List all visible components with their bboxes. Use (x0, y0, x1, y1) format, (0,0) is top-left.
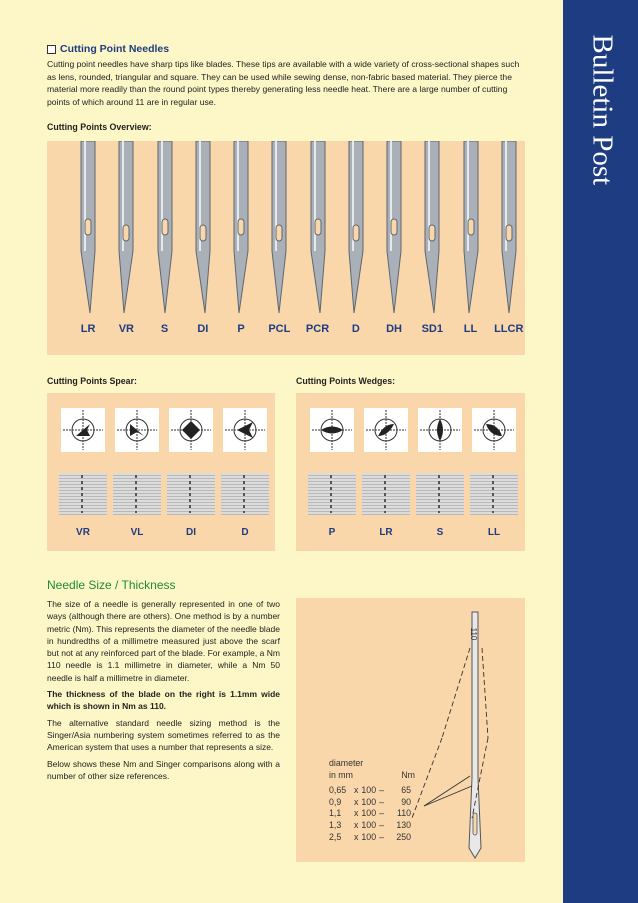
table-cell: 100 (361, 785, 377, 796)
needle-code-label: DI (197, 323, 209, 335)
needle-code-label: D (351, 323, 360, 335)
table-row (329, 785, 414, 797)
table-cell: x (354, 796, 359, 807)
spear-panel (47, 393, 275, 551)
needle-di-icon (188, 141, 218, 321)
table-head-3: Nm (401, 769, 415, 780)
table-cell: 110 (396, 808, 411, 819)
needle-code-label: P (237, 323, 245, 335)
size-rows (329, 785, 414, 843)
cross-section-ll-icon (472, 408, 516, 452)
needle-vr-icon (111, 141, 141, 321)
stitch-line (81, 475, 83, 513)
table-cell: – (379, 796, 384, 807)
needle-code-label: VR (118, 323, 134, 335)
needle-d-icon (341, 141, 371, 321)
table-cell: 2,5 (329, 831, 342, 842)
stitch-sample (362, 473, 410, 515)
needle-llcr-icon (494, 141, 524, 321)
cross-section-d-icon (223, 408, 267, 452)
cross-section-lr-icon (364, 408, 408, 452)
checkbox-bullet-icon (47, 45, 56, 54)
needle-code-label: DH (386, 323, 402, 335)
stitch-sample (167, 473, 215, 515)
table-cell: 90 (401, 796, 411, 807)
needle-code-label: PCL (268, 323, 291, 335)
table-cell: 0,9 (329, 796, 342, 807)
needle-pcl-icon (264, 141, 294, 321)
table-cell: 1,1 (329, 808, 342, 819)
table-cell: 100 (361, 796, 377, 807)
stitch-sample (470, 473, 518, 515)
wedge-panel (296, 393, 525, 551)
table-cell: 0,65 (329, 785, 347, 796)
point-code-label: P (328, 527, 336, 538)
table-cell: 250 (396, 831, 411, 842)
stitch-sample (113, 473, 161, 515)
intro-paragraph: Cutting point needles have sharp tips like blades. These tips are available with a wide variety of cross-sectional shapes such as lens, rounded, triangular and square. They can be used while sewing dense, non-fabric based material. They pierce the material more readily than the round point types thereby generating less needle heat. There are a large number of cutting points of which around 11 are in regular use. (47, 59, 520, 107)
overview-label: Cutting Points Overview: (47, 122, 152, 132)
needle-code-label: LR (80, 323, 96, 335)
needle-overview-panel (47, 141, 525, 355)
table-row (329, 808, 414, 820)
table-cell: – (379, 819, 384, 830)
cross-section-s-icon (418, 408, 462, 452)
needle-p-icon (226, 141, 256, 321)
stitch-sample (308, 473, 356, 515)
stitch-line (243, 475, 245, 513)
stitch-line (492, 475, 494, 513)
table-head-1: diameter (329, 758, 364, 768)
needle-sd1-icon (417, 141, 447, 321)
needle-s-icon (150, 141, 180, 321)
wedge-label: Cutting Points Wedges: (296, 376, 396, 386)
needle-code-label: LLCR (494, 323, 524, 335)
point-code-label: D (241, 527, 249, 538)
needle-size-text (47, 598, 280, 786)
table-cell: 130 (396, 819, 411, 830)
needle-size-panel (296, 598, 525, 862)
pointer-line (424, 776, 470, 806)
paragraph-bold: The thickness of the blade on the right is 1.1mm wide which is shown in Nm as 110. (47, 689, 280, 712)
size-table (329, 758, 415, 843)
point-code-label: VR (76, 527, 90, 538)
needle-icon (469, 612, 481, 858)
needle-pcr-icon (303, 141, 333, 321)
sidebar-title: Bulletin Post (586, 34, 619, 186)
needle-ll-icon (456, 141, 486, 321)
needle-size-label: 110 (469, 627, 478, 641)
cross-section-p-icon (310, 408, 354, 452)
cross-section-di-icon (169, 408, 213, 452)
table-cell: – (379, 785, 384, 796)
cross-section-vl-icon (115, 408, 159, 452)
table-cell: 100 (361, 831, 377, 842)
point-code-label: LL (487, 527, 501, 538)
table-cell: x (354, 808, 359, 819)
table-cell: x (354, 819, 359, 830)
needle-code-label: PCR (305, 323, 330, 335)
spear-label: Cutting Points Spear: (47, 376, 137, 386)
point-code-label: S (436, 527, 444, 538)
paragraph: The alternative standard needle sizing method is the Singer/Asia numbering system sometimes referred to as the American system that uses a number that represents a size. (47, 717, 280, 753)
needle-code-label: LL (463, 323, 478, 335)
pointer-line (424, 786, 472, 806)
needle-lr-icon (73, 141, 103, 321)
table-cell: – (379, 831, 384, 842)
stitch-line (438, 475, 440, 513)
point-code-label: LR (379, 527, 393, 538)
table-cell: x (354, 831, 359, 842)
table-row (329, 832, 414, 844)
stitch-sample (221, 473, 269, 515)
point-code-label: DI (186, 527, 196, 538)
paragraph: The size of a needle is generally represented in one of two ways (although there are others). One method is by a number metric (Nm). This represents the diameter of the needle blade in hundredths of a millimetre measured just above the scarf but not at any reinforced part of the blade. For example, a Nm 110 needle is 1.1 millimetre in diameter, while a Nm 50 needle is half a millimetre in diameter. (47, 599, 280, 683)
table-row (329, 797, 414, 809)
table-cell: 100 (361, 819, 377, 830)
needle-size-heading: Needle Size / Thickness (47, 578, 176, 592)
cross-section-vr-icon (61, 408, 105, 452)
table-row (329, 820, 414, 832)
stitch-line (384, 475, 386, 513)
needle-code-label: S (160, 323, 169, 335)
table-cell: 65 (401, 785, 411, 796)
stitch-line (189, 475, 191, 513)
table-cell: 100 (361, 808, 377, 819)
needle-dh-icon (379, 141, 409, 321)
stitch-line (135, 475, 137, 513)
stitch-sample (59, 473, 107, 515)
table-cell: – (379, 808, 384, 819)
section-heading-cutting-point (47, 43, 169, 55)
heading-text: Cutting Point Needles (60, 43, 170, 55)
point-code-label: VL (130, 527, 144, 538)
table-head-2: in mm (329, 769, 353, 780)
table-cell: 1,3 (329, 819, 342, 830)
needle-code-label: SD1 (421, 323, 443, 335)
stitch-line (330, 475, 332, 513)
table-cell: x (354, 785, 359, 796)
stitch-sample (416, 473, 464, 515)
paragraph: Below shows these Nm and Singer comparisons along with a number of other size references. (47, 758, 280, 781)
table-head-row (329, 770, 415, 782)
